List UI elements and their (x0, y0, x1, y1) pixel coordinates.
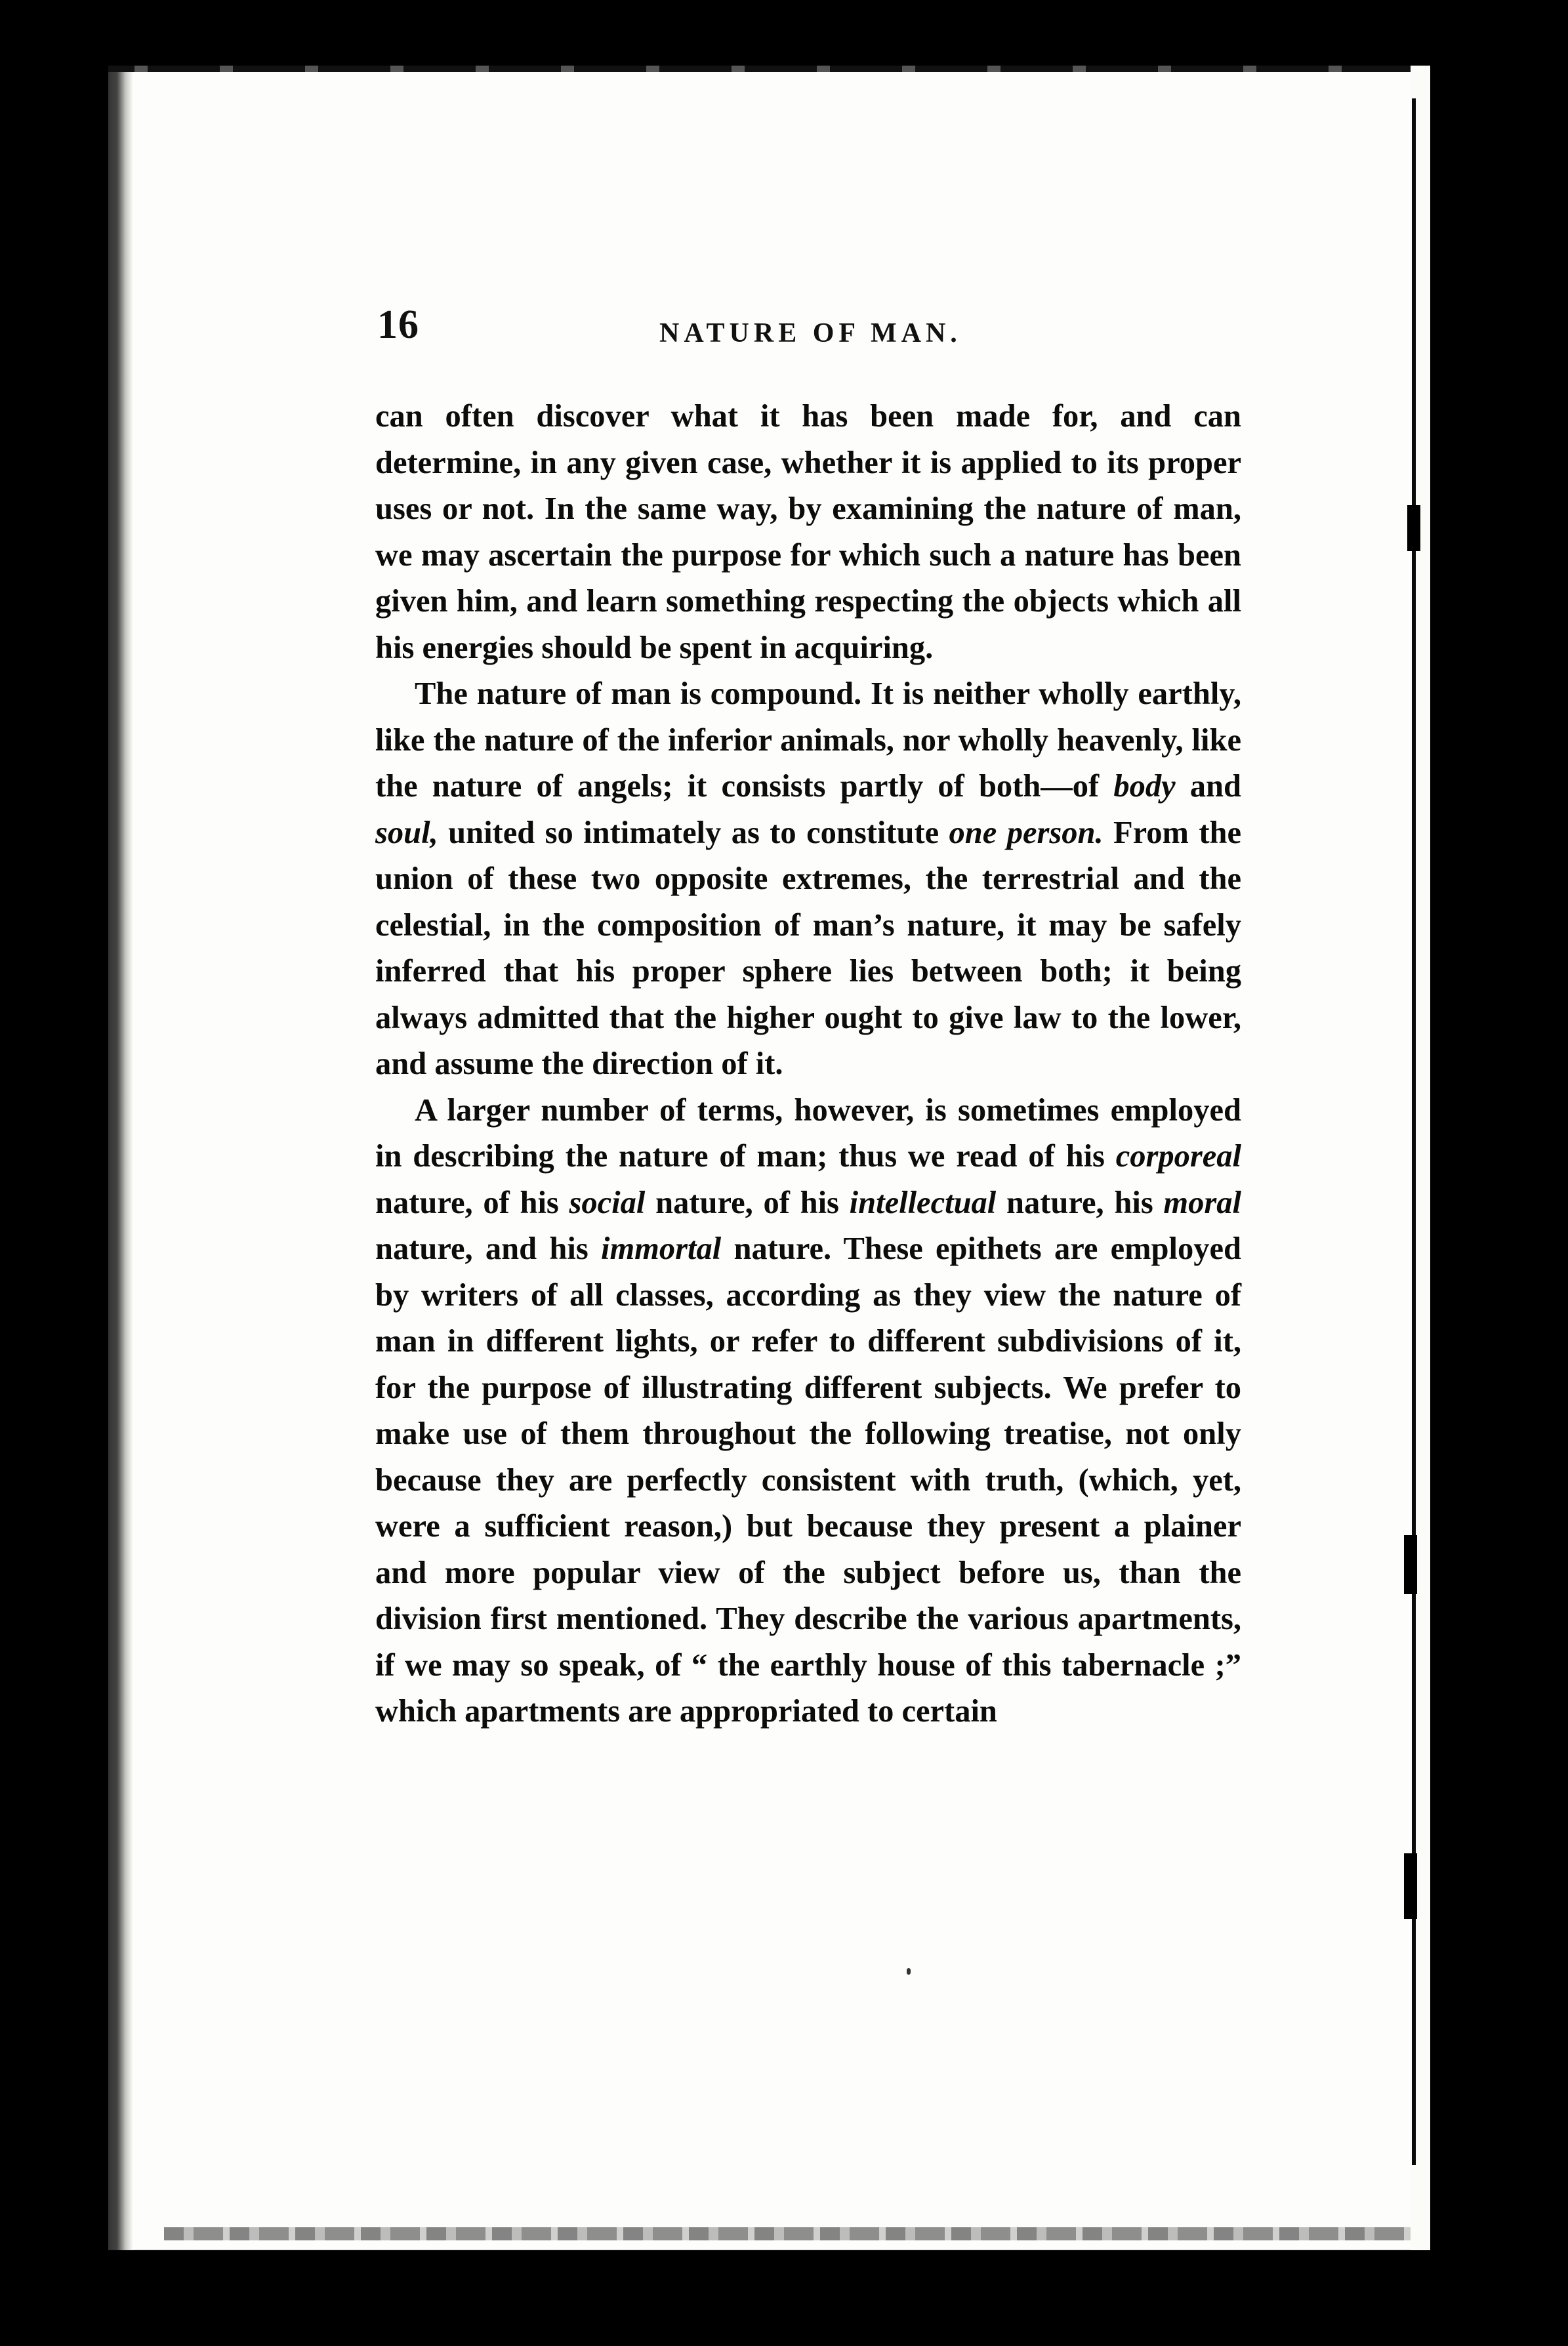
text-run: united so intimately as to constitute (438, 815, 949, 850)
text-run: can often discover what it has been made for, and can determine, in any given case, whether it is applied to its proper uses or not. In the same way, by examining the nature of man, we may ascertain the purpose for which such a nature has been given him, and learn something respecting the objects which all his energies should be spent in acquiring. (375, 399, 1241, 665)
italic-term: one person. (949, 815, 1104, 850)
italic-term: intellectual (849, 1185, 997, 1220)
page-header (377, 302, 1243, 361)
text-run: The nature of man is compound. It is neither wholly earthly, like the nature of the inferior animals, nor wholly heavenly, like the nature of angels; it consists partly of both—of (375, 676, 1241, 804)
page-bottom-edge (164, 2227, 1411, 2240)
fold-mark (1407, 505, 1420, 551)
text-run: A larger number of terms, however, is sometimes employed in describing the nature of man; thus we read of his (375, 1092, 1241, 1174)
text-run: nature, of his (645, 1185, 850, 1220)
paragraph (375, 671, 1241, 1088)
italic-term: corporeal (1115, 1139, 1241, 1174)
running-title: NATURE OF MAN. (659, 318, 962, 348)
text-run: and (1175, 769, 1241, 804)
fold-mark (1404, 1535, 1417, 1594)
text-run: nature. These epithets are employed by writers of all classes, according as they view the nature of man in different lights, or refer to different subdivisions of it, for the purpose of illustrating different subjects. We prefer to make use of them throughout the following treatise, not only because they are perfectly consistent with truth, (which, yet, were a sufficient reason,) but because they present a plainer and more popular view of the subject before us, than the division first mentioned. They describe the various apartments, if we may so speak, of “ the earthly house of this tabernacle ;” which apartments are appropriated to certain (375, 1231, 1242, 1729)
text-run: nature, of his (375, 1185, 569, 1220)
paragraph (375, 394, 1241, 671)
italic-term: social (569, 1185, 646, 1220)
italic-term: soul, (375, 815, 438, 850)
ink-speck (907, 1968, 911, 1975)
text-run: nature, and his (375, 1231, 601, 1266)
italic-term: moral (1163, 1185, 1241, 1220)
paragraph (375, 1088, 1241, 1735)
page-number: 16 (377, 302, 419, 347)
page-left-edge (108, 66, 133, 2250)
italic-term: body (1113, 769, 1176, 804)
page-top-edge (108, 66, 1427, 72)
text-run: From the union of these two opposite extremes, the terrestrial and the celestial, in the composition of man’s nature, it may be safely inferred that his proper sphere lies between both; it being always admitted that the higher ought to give law to the lower, and assume the direction of it. (375, 815, 1242, 1081)
body-text (375, 394, 1241, 1735)
fold-mark (1404, 1853, 1417, 1919)
text-run: nature, his (996, 1185, 1164, 1220)
italic-term: immortal (600, 1231, 722, 1266)
